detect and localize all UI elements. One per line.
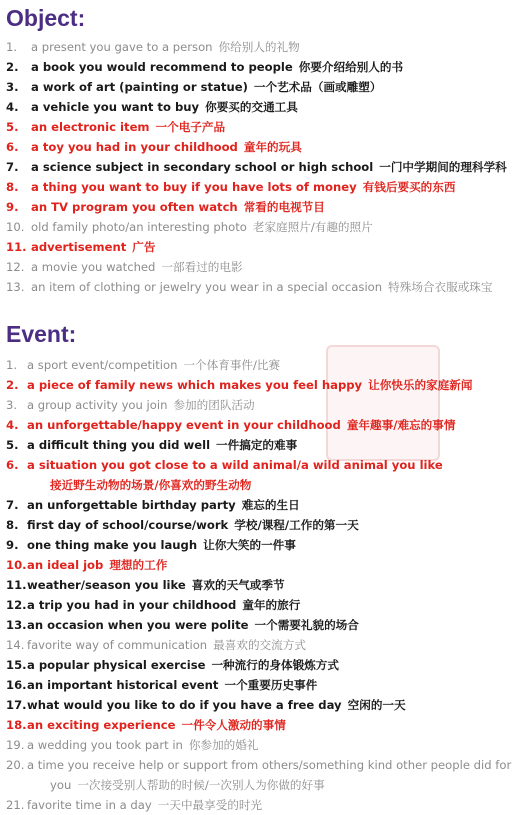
item-text xyxy=(31,37,300,57)
item-text xyxy=(27,355,280,375)
item-chinese: 学校/课程/工作的第一天 xyxy=(234,518,359,532)
event-list-item xyxy=(0,395,532,415)
item-chinese: 一部看过的电影 xyxy=(161,260,243,274)
item-english: a sport event/competition xyxy=(27,358,178,372)
item-text xyxy=(27,395,255,415)
item-english: an item of clothing or jewelry you wear in a special occasion xyxy=(31,280,383,294)
item-text xyxy=(27,495,300,515)
event-list-item xyxy=(0,695,532,715)
item-english: a piece of family news which makes you feel happy xyxy=(27,378,363,392)
item-number: 11. xyxy=(6,240,27,254)
item-english-cont: you xyxy=(50,778,72,792)
item-english: an unforgettable/happy event in your childhood xyxy=(27,418,341,432)
item-chinese: 一件令人激动的事情 xyxy=(181,718,286,732)
object-list-item xyxy=(0,177,532,197)
event-list-item xyxy=(0,755,532,795)
item-english: weather/season you like xyxy=(27,578,186,592)
event-list-item xyxy=(0,555,532,575)
object-list-item xyxy=(0,157,532,177)
object-list-item xyxy=(0,217,532,237)
item-text xyxy=(31,237,155,257)
item-number: 13. xyxy=(6,618,27,632)
item-chinese: 让你快乐的家庭新闻 xyxy=(368,378,473,392)
event-list-item xyxy=(0,375,532,395)
item-number: 15. xyxy=(6,658,27,672)
event-list-item xyxy=(0,415,532,435)
object-list-item xyxy=(0,57,532,77)
item-chinese: 一个重要历史事件 xyxy=(224,678,318,692)
item-chinese: 一种流行的身体锻炼方式 xyxy=(211,658,339,672)
event-list-item xyxy=(0,515,532,535)
item-chinese: 难忘的生日 xyxy=(241,498,300,512)
item-text xyxy=(27,655,339,675)
event-list-item xyxy=(0,455,532,495)
item-chinese: 一天中最享受的时光 xyxy=(157,798,263,812)
item-number: 19. xyxy=(6,738,25,752)
item-chinese: 一个需要礼貌的场合 xyxy=(254,618,359,632)
item-text xyxy=(27,735,258,755)
event-list-item xyxy=(0,655,532,675)
item-text xyxy=(27,415,455,435)
item-chinese: 一个电子产品 xyxy=(155,120,226,134)
item-chinese: 你要介绍给别人的书 xyxy=(298,60,404,74)
item-chinese: 特殊场合衣服或珠宝 xyxy=(388,280,493,294)
item-number: 21. xyxy=(6,798,25,812)
item-text xyxy=(31,57,403,77)
item-number: 12. xyxy=(6,260,25,274)
item-english: a wedding you took part in xyxy=(27,738,183,752)
event-list xyxy=(0,355,532,815)
item-number: 5. xyxy=(6,438,19,452)
object-list-item xyxy=(0,117,532,137)
item-number: 2. xyxy=(6,378,19,392)
item-chinese: 最喜欢的交流方式 xyxy=(213,638,306,652)
item-chinese: 参加的团队活动 xyxy=(173,398,255,412)
item-number: 4. xyxy=(6,418,19,432)
item-text xyxy=(27,455,443,475)
item-english: a trip you had in your childhood xyxy=(27,598,237,612)
item-text xyxy=(27,535,296,555)
item-number: 9. xyxy=(6,538,19,552)
item-english: a popular physical exercise xyxy=(27,658,206,672)
item-english: old family photo/an interesting photo xyxy=(31,220,247,234)
item-english: a book you would recommend to people xyxy=(31,60,293,74)
item-text xyxy=(27,575,285,595)
item-text xyxy=(31,177,455,197)
item-chinese: 理想的工作 xyxy=(109,558,168,572)
item-text xyxy=(27,715,286,735)
item-chinese: 一个体育事件/比赛 xyxy=(183,358,281,372)
object-list-item xyxy=(0,97,532,117)
item-number: 8. xyxy=(6,180,19,194)
item-chinese: 一件搞定的难事 xyxy=(216,438,298,452)
object-list xyxy=(0,37,532,297)
item-number: 12. xyxy=(6,598,27,612)
item-number: 3. xyxy=(6,80,19,94)
item-english: an electronic item xyxy=(31,120,150,134)
object-list-item xyxy=(0,257,532,277)
item-number: 9. xyxy=(6,200,19,214)
object-list-item xyxy=(0,37,532,57)
event-list-item xyxy=(0,535,532,555)
item-number: 6. xyxy=(6,140,19,154)
item-english: a time you receive help or support from others/something kind other people did for xyxy=(27,758,512,772)
event-list-item xyxy=(0,715,532,735)
item-number: 3. xyxy=(6,398,18,412)
object-list-item xyxy=(0,77,532,97)
item-chinese: 童年的玩具 xyxy=(243,140,302,154)
item-english: a difficult thing you did well xyxy=(27,438,211,452)
item-chinese: 让你大笑的一件事 xyxy=(203,538,296,552)
item-number: 10. xyxy=(6,220,25,234)
item-chinese: 你给别人的礼物 xyxy=(218,40,300,54)
item-text xyxy=(27,755,511,775)
item-english: a group activity you join xyxy=(27,398,168,412)
event-list-item xyxy=(0,355,532,375)
item-english: favorite time in a day xyxy=(27,798,152,812)
item-english: an occasion when you were polite xyxy=(27,618,249,632)
item-english: first day of school/course/work xyxy=(27,518,229,532)
event-list-item xyxy=(0,435,532,455)
item-text xyxy=(31,257,243,277)
item-text xyxy=(31,77,381,97)
event-list-item xyxy=(0,615,532,635)
item-english: advertisement xyxy=(31,240,127,254)
item-chinese: 一次接受别人帮助的时候/一次别人为你做的好事 xyxy=(77,778,325,792)
item-number: 11. xyxy=(6,578,27,592)
event-list-item xyxy=(0,595,532,615)
item-english: a situation you got close to a wild animal/a wild animal you like xyxy=(27,458,443,472)
item-english: one thing make you laugh xyxy=(27,538,198,552)
item-english: an unforgettable birthday party xyxy=(27,498,236,512)
item-english: what would you like to do if you have a free day xyxy=(27,698,342,712)
item-chinese: 有钱后要买的东西 xyxy=(362,180,456,194)
item-number: 4. xyxy=(6,100,19,114)
item-text xyxy=(27,675,317,695)
item-chinese: 接近野生动物的场景/你喜欢的野生动物 xyxy=(50,478,252,492)
item-english: an TV program you often watch xyxy=(31,200,238,214)
item-english: an ideal job xyxy=(27,558,104,572)
item-number: 1. xyxy=(6,358,18,372)
item-english: an important historical event xyxy=(27,678,219,692)
item-english: favorite way of communication xyxy=(27,638,208,652)
object-list-item xyxy=(0,237,532,257)
item-english: a toy you had in your childhood xyxy=(31,140,238,154)
event-list-item xyxy=(0,575,532,595)
item-english: a vehicle you want to buy xyxy=(31,100,200,114)
item-chinese: 童年趣事/难忘的事情 xyxy=(346,418,456,432)
event-list-item xyxy=(0,735,532,755)
item-chinese: 童年的旅行 xyxy=(242,598,301,612)
item-number: 14. xyxy=(6,638,25,652)
item-text xyxy=(27,615,359,635)
item-text xyxy=(31,277,492,297)
item-text xyxy=(27,595,300,615)
item-number: 20. xyxy=(6,758,25,772)
item-text xyxy=(31,157,507,177)
item-text xyxy=(31,97,298,117)
item-text xyxy=(27,635,306,655)
item-chinese: 广告 xyxy=(132,240,156,254)
item-chinese: 你要买的交通工具 xyxy=(205,100,298,114)
item-english: a work of art (painting or statue) xyxy=(31,80,248,94)
item-chinese: 你参加的婚礼 xyxy=(188,738,259,752)
item-number: 18. xyxy=(6,718,27,732)
object-list-item xyxy=(0,277,532,297)
item-chinese: 一门中学期间的理科学科 xyxy=(379,160,507,174)
item-number: 16. xyxy=(6,678,27,692)
event-list-item xyxy=(0,795,532,815)
item-number: 1. xyxy=(6,40,18,54)
object-list-item xyxy=(0,197,532,217)
event-heading: Event: xyxy=(6,321,77,347)
item-english: a movie you watched xyxy=(31,260,156,274)
item-continuation xyxy=(50,775,325,795)
item-number: 5. xyxy=(6,120,19,134)
item-chinese: 常看的电视节目 xyxy=(243,200,325,214)
item-number: 8. xyxy=(6,518,19,532)
event-list-item xyxy=(0,675,532,695)
item-number: 2. xyxy=(6,60,19,74)
item-text xyxy=(31,117,225,137)
item-text xyxy=(27,695,406,715)
object-heading: Object: xyxy=(6,5,86,31)
item-number: 10. xyxy=(6,558,27,572)
item-text xyxy=(27,435,297,455)
item-number: 13. xyxy=(6,280,25,294)
item-text xyxy=(27,795,262,815)
item-english: a present you gave to a person xyxy=(31,40,213,54)
item-text xyxy=(27,375,472,395)
item-number: 6. xyxy=(6,458,19,472)
item-english: an exciting experience xyxy=(27,718,176,732)
item-number: 7. xyxy=(6,160,19,174)
item-chinese: 老家庭照片/有趣的照片 xyxy=(252,220,373,234)
item-text xyxy=(31,217,373,237)
item-chinese: 一个艺术品（画或雕塑） xyxy=(253,80,382,94)
item-english: a science subject in secondary school or high school xyxy=(31,160,374,174)
event-list-item xyxy=(0,495,532,515)
item-english: a thing you want to buy if you have lots of money xyxy=(31,180,357,194)
object-list-item xyxy=(0,137,532,157)
item-text xyxy=(31,197,325,217)
item-text xyxy=(31,137,302,157)
item-number: 7. xyxy=(6,498,19,512)
item-chinese: 空闲的一天 xyxy=(347,698,406,712)
item-text xyxy=(27,555,167,575)
item-number: 17. xyxy=(6,698,27,712)
item-text xyxy=(27,515,359,535)
item-chinese: 喜欢的天气或季节 xyxy=(191,578,285,592)
event-list-item xyxy=(0,635,532,655)
